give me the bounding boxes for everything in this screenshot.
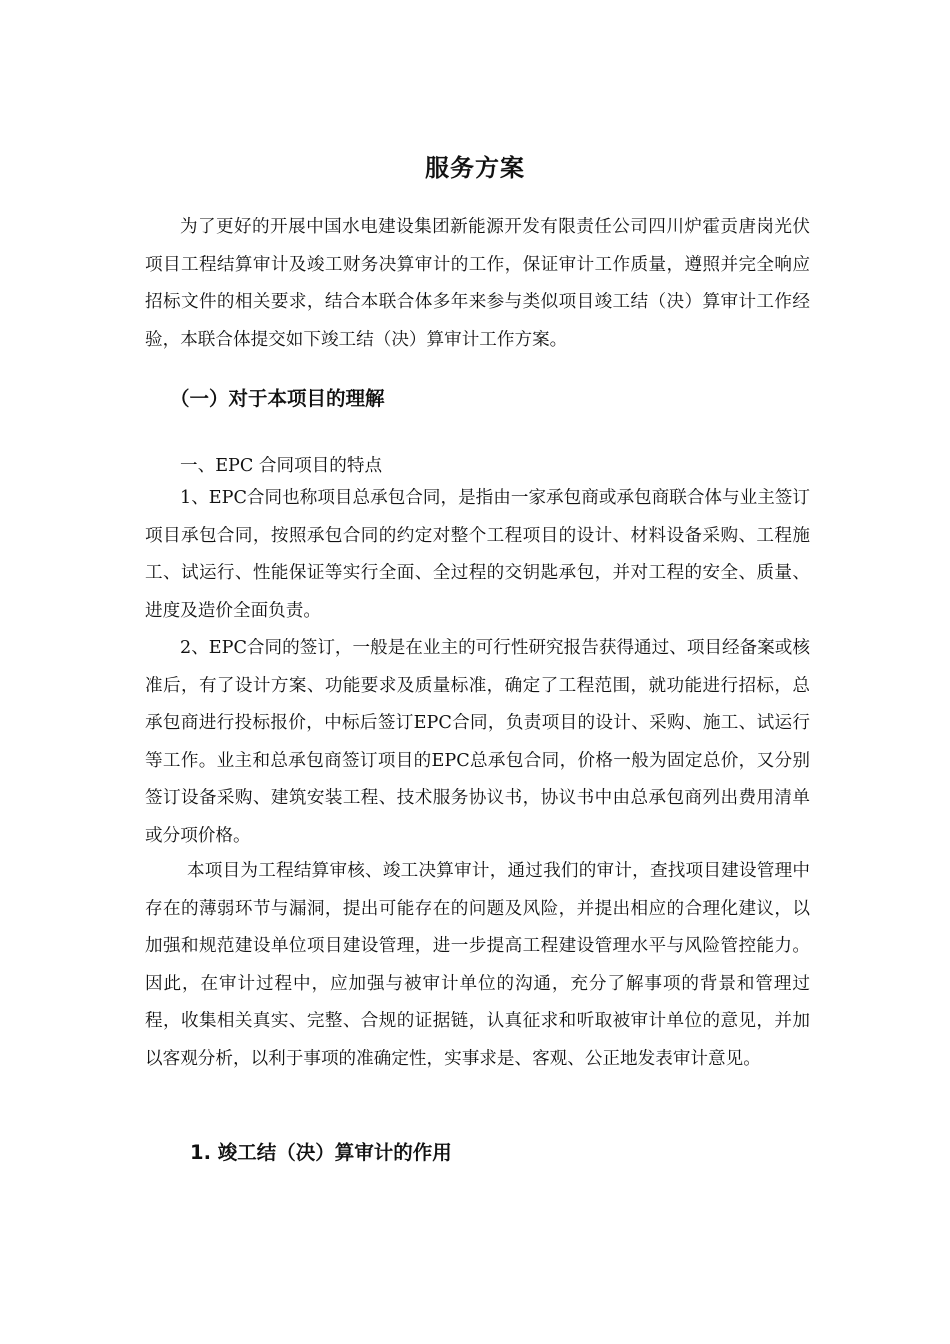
project-paragraph: 本项目为工程结算审核、竣工决算审计，通过我们的审计，查找项目建设管理中存在的薄弱环节与漏洞，提出可能存在的问题及风险，并提出相应的合理化建议，以加强和规范建设单位项目建设管理，进一步提高工程建设管理水平与风险管控能力。因此，在审计过程中，应加强与被审计单位的沟通，充分了解事项的背景和管理过程，收集相关真实、完整、合规的证据链，认真征求和听取被审计单位的意见，并加以客观分析，以利于事项的准确定性，实事求是、客观、公正地发表审计意见。 — [145, 861, 810, 1069]
document-title: 服务方案 — [425, 154, 525, 182]
section-heading-understanding: （一）对于本项目的理解 — [170, 387, 385, 410]
epc-point-2: 2、EPC合同的签订，一般是在业主的可行性研究报告获得通过、项目经备案或核准后，有了设计方案、功能要求及质量标准，确定了工程范围，就功能进行招标，总承包商进行投标报价，中标后签订EPC合同，负责项目的设计、采购、施工、试运行等工作。业主和总承包商签订项目的EPC总承包合同，价格一般为固定总价，又分别签订设备采购、建筑安装工程、技术服务协议书，协议书中由总承包商列出费用清单或分项价格。 — [145, 638, 810, 846]
section-heading-audit-role: 1. 竣工结（决）算审计的作用 — [190, 1141, 452, 1164]
epc-point-1: 1、EPC合同也称项目总承包合同，是指由一家承包商或承包商联合体与业主签订项目承包合同，按照承包合同的约定对整个工程项目的设计、材料设备采购、工程施工、试运行、性能保证等实行全面、全过程的交钥匙承包，并对工程的安全、质量、进度及造价全面负责。 — [145, 488, 810, 621]
subsection-heading-epc: 一、EPC 合同项目的特点 — [180, 456, 383, 476]
intro-paragraph: 为了更好的开展中国水电建设集团新能源开发有限责任公司四川炉霍贡唐岗光伏项目工程结算审计及竣工财务决算审计的工作，保证审计工作质量，遵照并完全响应招标文件的相关要求，结合本联合体多年来参与类似项目竣工结（决）算审计工作经验，本联合体提交如下竣工结（决）算审计工作方案。 — [145, 217, 810, 350]
